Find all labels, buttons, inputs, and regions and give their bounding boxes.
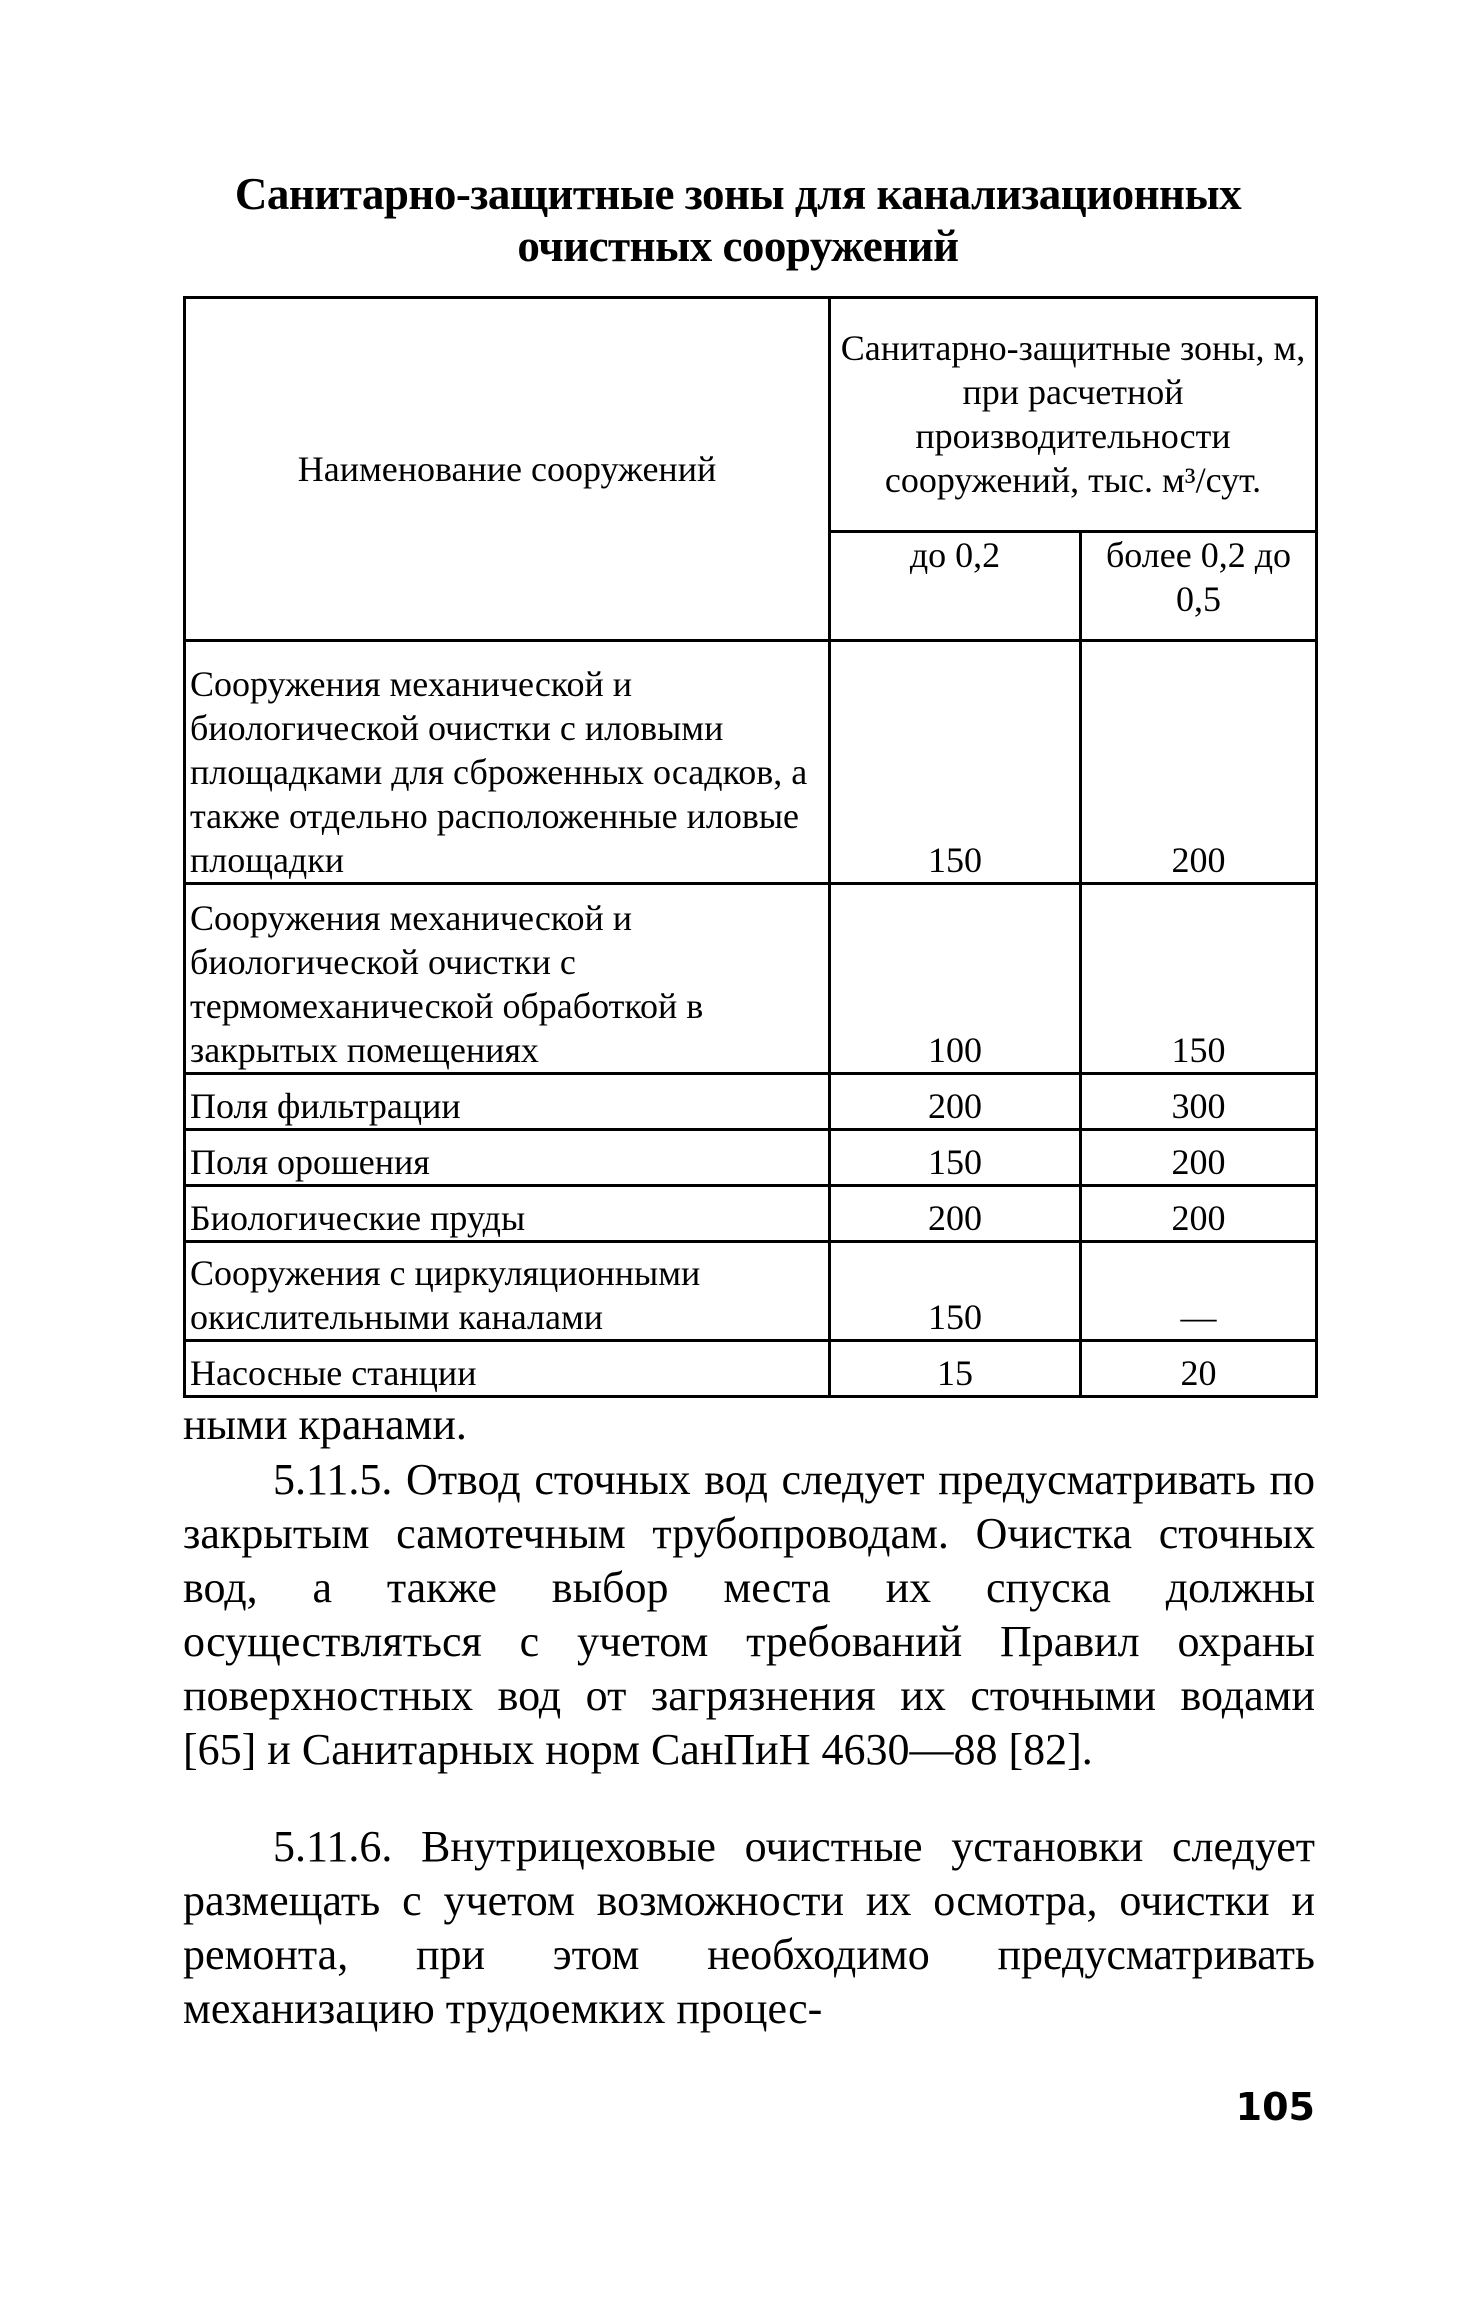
- paragraph-5-11-6: 5.11.6. Внутрицеховые очистные установки следует размещать с учетом возможности их осмотра, очистки и ремонта, при этом необходимо предусматривать механизацию трудоемких процес-: [183, 1822, 1315, 2033]
- header-name-cell: Наименование сооружений: [185, 298, 830, 641]
- row-value-b: 200: [1081, 1130, 1317, 1186]
- header-zone-cell: Санитарно-защитные зоны, м, при расчетной производительности сооружений, тыс. м³/сут.: [830, 298, 1317, 532]
- row-value-a: 150: [830, 1242, 1081, 1341]
- table-row: [185, 1242, 1317, 1341]
- table-row: [185, 641, 1317, 884]
- row-value-b: —: [1081, 1242, 1317, 1341]
- page-number: 105: [1235, 2085, 1315, 2129]
- row-value-b: 200: [1081, 1186, 1317, 1242]
- table-title: Санитарно-защитные зоны для канализационных очистных сооружений: [234, 169, 1242, 271]
- paragraph-5-11-5: 5.11.5. Отвод сточных вод следует предусматривать по закрытым самотечным трубопроводам. Очистка сточных вод, а также выбор места их спуска должны осуществляться с учетом требований Правил охраны поверхностных вод от загрязнения их сточными водами [65] и Санитарных норм СанПиН 4630—88 [82].: [183, 1455, 1315, 1774]
- row-value-a: 200: [830, 1186, 1081, 1242]
- paragraph-continuation: ными кранами.: [183, 1400, 467, 1449]
- row-value-a: 15: [830, 1341, 1081, 1397]
- table-row: [185, 1186, 1317, 1242]
- row-value-a: 150: [830, 641, 1081, 884]
- row-value-a: 200: [830, 1074, 1081, 1130]
- header-col-b: более 0,2 до 0,5: [1081, 531, 1317, 640]
- row-name: Насосные станции: [185, 1341, 830, 1397]
- row-name: Сооружения механической и биологической очистки с иловыми площадками для сброженных осадков, а также отдельно расположенные иловые площадки: [185, 641, 830, 884]
- row-value-a: 100: [830, 884, 1081, 1074]
- row-name: Сооружения механической и биологической очистки с термомеханической обработкой в закрытых помещениях: [185, 884, 830, 1074]
- row-value-b: 300: [1081, 1074, 1317, 1130]
- header-col-a: до 0,2: [830, 531, 1081, 640]
- row-name: Сооружения с циркуляционными окислительными каналами: [185, 1242, 830, 1341]
- table-row: [185, 1341, 1317, 1397]
- row-value-a: 150: [830, 1130, 1081, 1186]
- table-row: [185, 1074, 1317, 1130]
- row-value-b: 150: [1081, 884, 1317, 1074]
- row-name: Биологические пруды: [185, 1186, 830, 1242]
- row-value-b: 20: [1081, 1341, 1317, 1397]
- table-row: [185, 1130, 1317, 1186]
- row-name: Поля фильтрации: [185, 1074, 830, 1130]
- sanitary-zones-table: [183, 296, 1318, 1398]
- row-name: Поля орошения: [185, 1130, 830, 1186]
- table-row: [185, 884, 1317, 1074]
- row-value-b: 200: [1081, 641, 1317, 884]
